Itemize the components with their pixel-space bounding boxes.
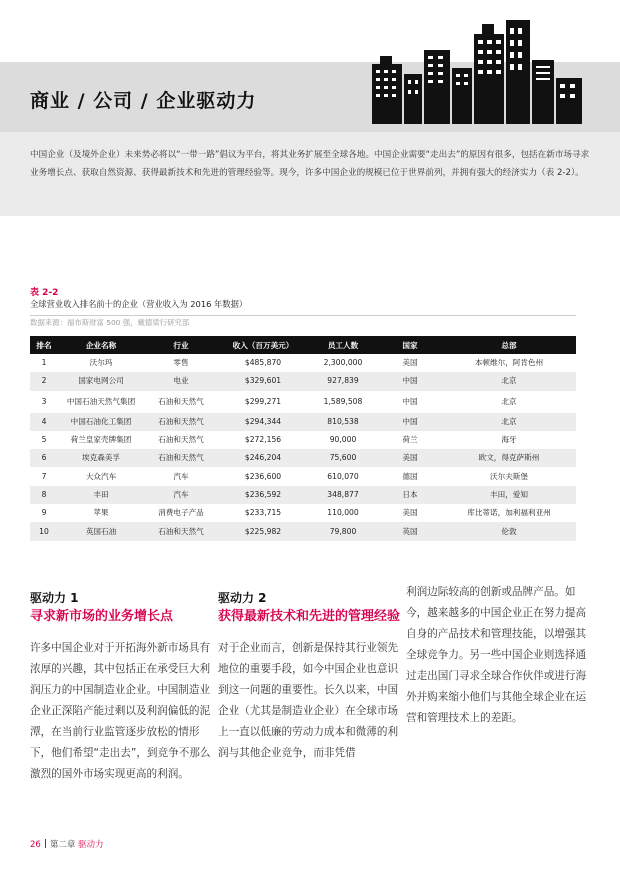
cell-country: 美国: [402, 508, 418, 518]
table-row: [30, 354, 576, 372]
cell-employees: 110,000: [327, 508, 359, 518]
cell-company: 沃尔玛: [89, 358, 113, 368]
cell-company: 中国石油化工集团: [58, 413, 144, 431]
cell-hq: 北京: [442, 372, 576, 390]
cell-employees: 610,070: [327, 471, 359, 481]
cell-rank: 8: [30, 486, 58, 504]
page-footer: [30, 838, 104, 850]
cell-employees: 79,800: [308, 522, 378, 540]
cell-revenue: $485,870: [244, 358, 282, 368]
cell-employees: 2,300,000: [323, 358, 363, 368]
cell-hq: 本顿维尔，阿肯色州: [474, 358, 544, 368]
cell-hq: 伦敦: [442, 522, 576, 540]
cell-rank: 4: [30, 413, 58, 431]
cell-company: 丰田: [58, 486, 144, 504]
table-row: [30, 486, 576, 504]
cell-rank: 2: [30, 372, 58, 390]
footer-divider: [45, 839, 46, 848]
cell-employees: 90,000: [329, 435, 357, 445]
continued-column: [406, 582, 588, 729]
chapter-label: 第二章: [49, 840, 76, 850]
intro-paragraph: 中国企业（及境外企业）未来势必将以“一带一路”倡议为平台，将其业务扩展至全球各地。中国企业需要“走出去”的原因有很多，包括在新市场寻求业务增长点、获取自然资源、获得最新技术和先进的管理经验等。现今，许多中国企业的规模已位于世界前列，并拥有强大的经济实力（表 2-2）。: [0, 132, 620, 216]
cell-revenue: $236,600: [244, 471, 282, 481]
table-row: [30, 504, 576, 522]
table-source: 数据来源：福布斯财富 500 强，戴德梁行研究部: [30, 318, 190, 327]
cell-industry: 石油和天然气: [144, 413, 218, 431]
cell-rank: 7: [41, 471, 47, 481]
cell-revenue: $225,982: [218, 522, 308, 540]
cell-rank: 5: [41, 435, 47, 445]
cell-industry: 消费电子产品: [158, 508, 204, 518]
cell-company: 大众汽车: [85, 471, 117, 481]
table-row: [30, 467, 576, 485]
cell-industry: 石油和天然气: [144, 449, 218, 467]
table-caption: 全球营业收入排名前十的企业（营业收入为 2016 年数据）: [30, 299, 248, 309]
table-row: [30, 449, 576, 467]
header-employees: 员工人数: [308, 336, 378, 354]
cell-employees: 75,600: [308, 449, 378, 467]
cell-revenue: $294,344: [218, 413, 308, 431]
cell-rank: 9: [41, 508, 47, 518]
driver-2-heading: 获得最新技术和先进的管理经验: [218, 609, 401, 624]
table-row: [30, 413, 576, 431]
header-hq: 总部: [442, 336, 576, 354]
driver-2-body: 对于企业而言，创新是保持其行业领先地位的重要手段，如今中国企业也意识到这一问题的重要性。长久以来，中国企业（尤其是制造业企业）在全球市场上一直以低廉的劳动力成本和微薄的利润与其他企业竞争，而非凭借: [218, 642, 399, 759]
caption-divider: [30, 315, 576, 316]
cell-industry: 电业: [144, 372, 218, 390]
cell-hq: 丰田，爱知: [442, 486, 576, 504]
cell-company: 埃克森美孚: [58, 449, 144, 467]
cell-country: 中国: [378, 372, 442, 390]
cell-country: 荷兰: [402, 435, 418, 445]
cell-company: 英国石油: [58, 522, 144, 540]
cell-employees: 348,877: [308, 486, 378, 504]
cell-revenue: $299,271: [244, 396, 282, 406]
cell-hq: 北京: [501, 396, 517, 406]
cell-company: 荷兰皇家壳牌集团: [70, 435, 132, 445]
table-row: [30, 391, 576, 413]
cell-revenue: $272,156: [244, 435, 282, 445]
driver-1-heading: 寻求新市场的业务增长点: [30, 609, 174, 624]
table-body: [30, 354, 576, 541]
driver-1-number: 驱动力 1: [30, 591, 79, 605]
cell-industry: 汽车: [144, 486, 218, 504]
cell-country: 美国: [378, 449, 442, 467]
cell-country: 德国: [402, 471, 418, 481]
cell-country: 中国: [402, 396, 418, 406]
page-number: 26: [30, 840, 41, 850]
table-header-row: [30, 336, 576, 354]
cell-rank: 6: [30, 449, 58, 467]
driver-1-column: [30, 590, 212, 785]
city-skyline-icon: [360, 20, 590, 124]
cell-revenue: $233,715: [244, 508, 282, 518]
section-label: 驱动力: [78, 840, 104, 850]
cell-company: 中国石油天然气集团: [66, 396, 136, 406]
table-row: [30, 522, 576, 540]
cell-rank: 1: [41, 358, 47, 368]
cell-revenue: $329,601: [218, 372, 308, 390]
cell-employees: 927,839: [308, 372, 378, 390]
cell-industry: 石油和天然气: [144, 522, 218, 540]
driver-1-body: 许多中国企业对于开拓海外新市场具有浓厚的兴趣，其中包括正在承受巨大利润压力的中国制造业企业。中国制造业企业正深陷产能过剩以及利润偏低的泥潭，在当前行业监管逐步放松的情形下，他们希望“走出去”，到竞争不那么激烈的国外市场实现更高的利润。: [30, 642, 211, 780]
cell-industry: 汽车: [173, 471, 189, 481]
revenue-ranking-table: [30, 336, 576, 541]
cell-rank: 3: [41, 396, 47, 406]
cell-country: 日本: [378, 486, 442, 504]
cell-rank: 10: [30, 522, 58, 540]
cell-industry: 零售: [173, 358, 189, 368]
cell-industry: 石油和天然气: [158, 435, 204, 445]
table-row: [30, 431, 576, 449]
header-country: 国家: [378, 336, 442, 354]
table-label: 表 2-2: [30, 288, 59, 298]
cell-employees: 1,589,508: [323, 396, 363, 406]
cell-hq: 海牙: [501, 435, 517, 445]
driver-2-column: [218, 590, 400, 764]
header-rank: 排名: [30, 336, 58, 354]
cell-company: 国家电网公司: [58, 372, 144, 390]
cell-country: 英国: [378, 522, 442, 540]
header-industry: 行业: [144, 336, 218, 354]
cell-country: 中国: [378, 413, 442, 431]
table-row: [30, 372, 576, 390]
cell-hq: 库比蒂诺，加利福利亚州: [467, 508, 551, 518]
cell-hq: 沃尔夫斯堡: [490, 471, 528, 481]
cell-hq: 欧文，得克萨斯州: [442, 449, 576, 467]
cell-employees: 810,538: [308, 413, 378, 431]
driver-2-body-continued: 利润边际较高的创新或品牌产品。如今，越来越多的中国企业正在努力提高自身的产品技术和管理技能，以增强其全球竞争力。另一些中国企业则选择通过走出国门寻求全球合作伙伴或进行海外并购来缩小他们与其他全球企业在运营和管理技术上的差距。: [406, 586, 587, 724]
driver-2-number: 驱动力 2: [218, 591, 267, 605]
cell-country: 美国: [402, 358, 418, 368]
header-revenue: 收入（百万美元）: [218, 336, 308, 354]
cell-revenue: $246,204: [218, 449, 308, 467]
cell-hq: 北京: [442, 413, 576, 431]
cell-revenue: $236,592: [218, 486, 308, 504]
cell-industry: 石油和天然气: [158, 396, 204, 406]
page-title: 商业 / 公司 / 企业驱动力: [30, 90, 257, 112]
header-company: 企业名称: [58, 336, 144, 354]
cell-company: 苹果: [93, 508, 109, 518]
